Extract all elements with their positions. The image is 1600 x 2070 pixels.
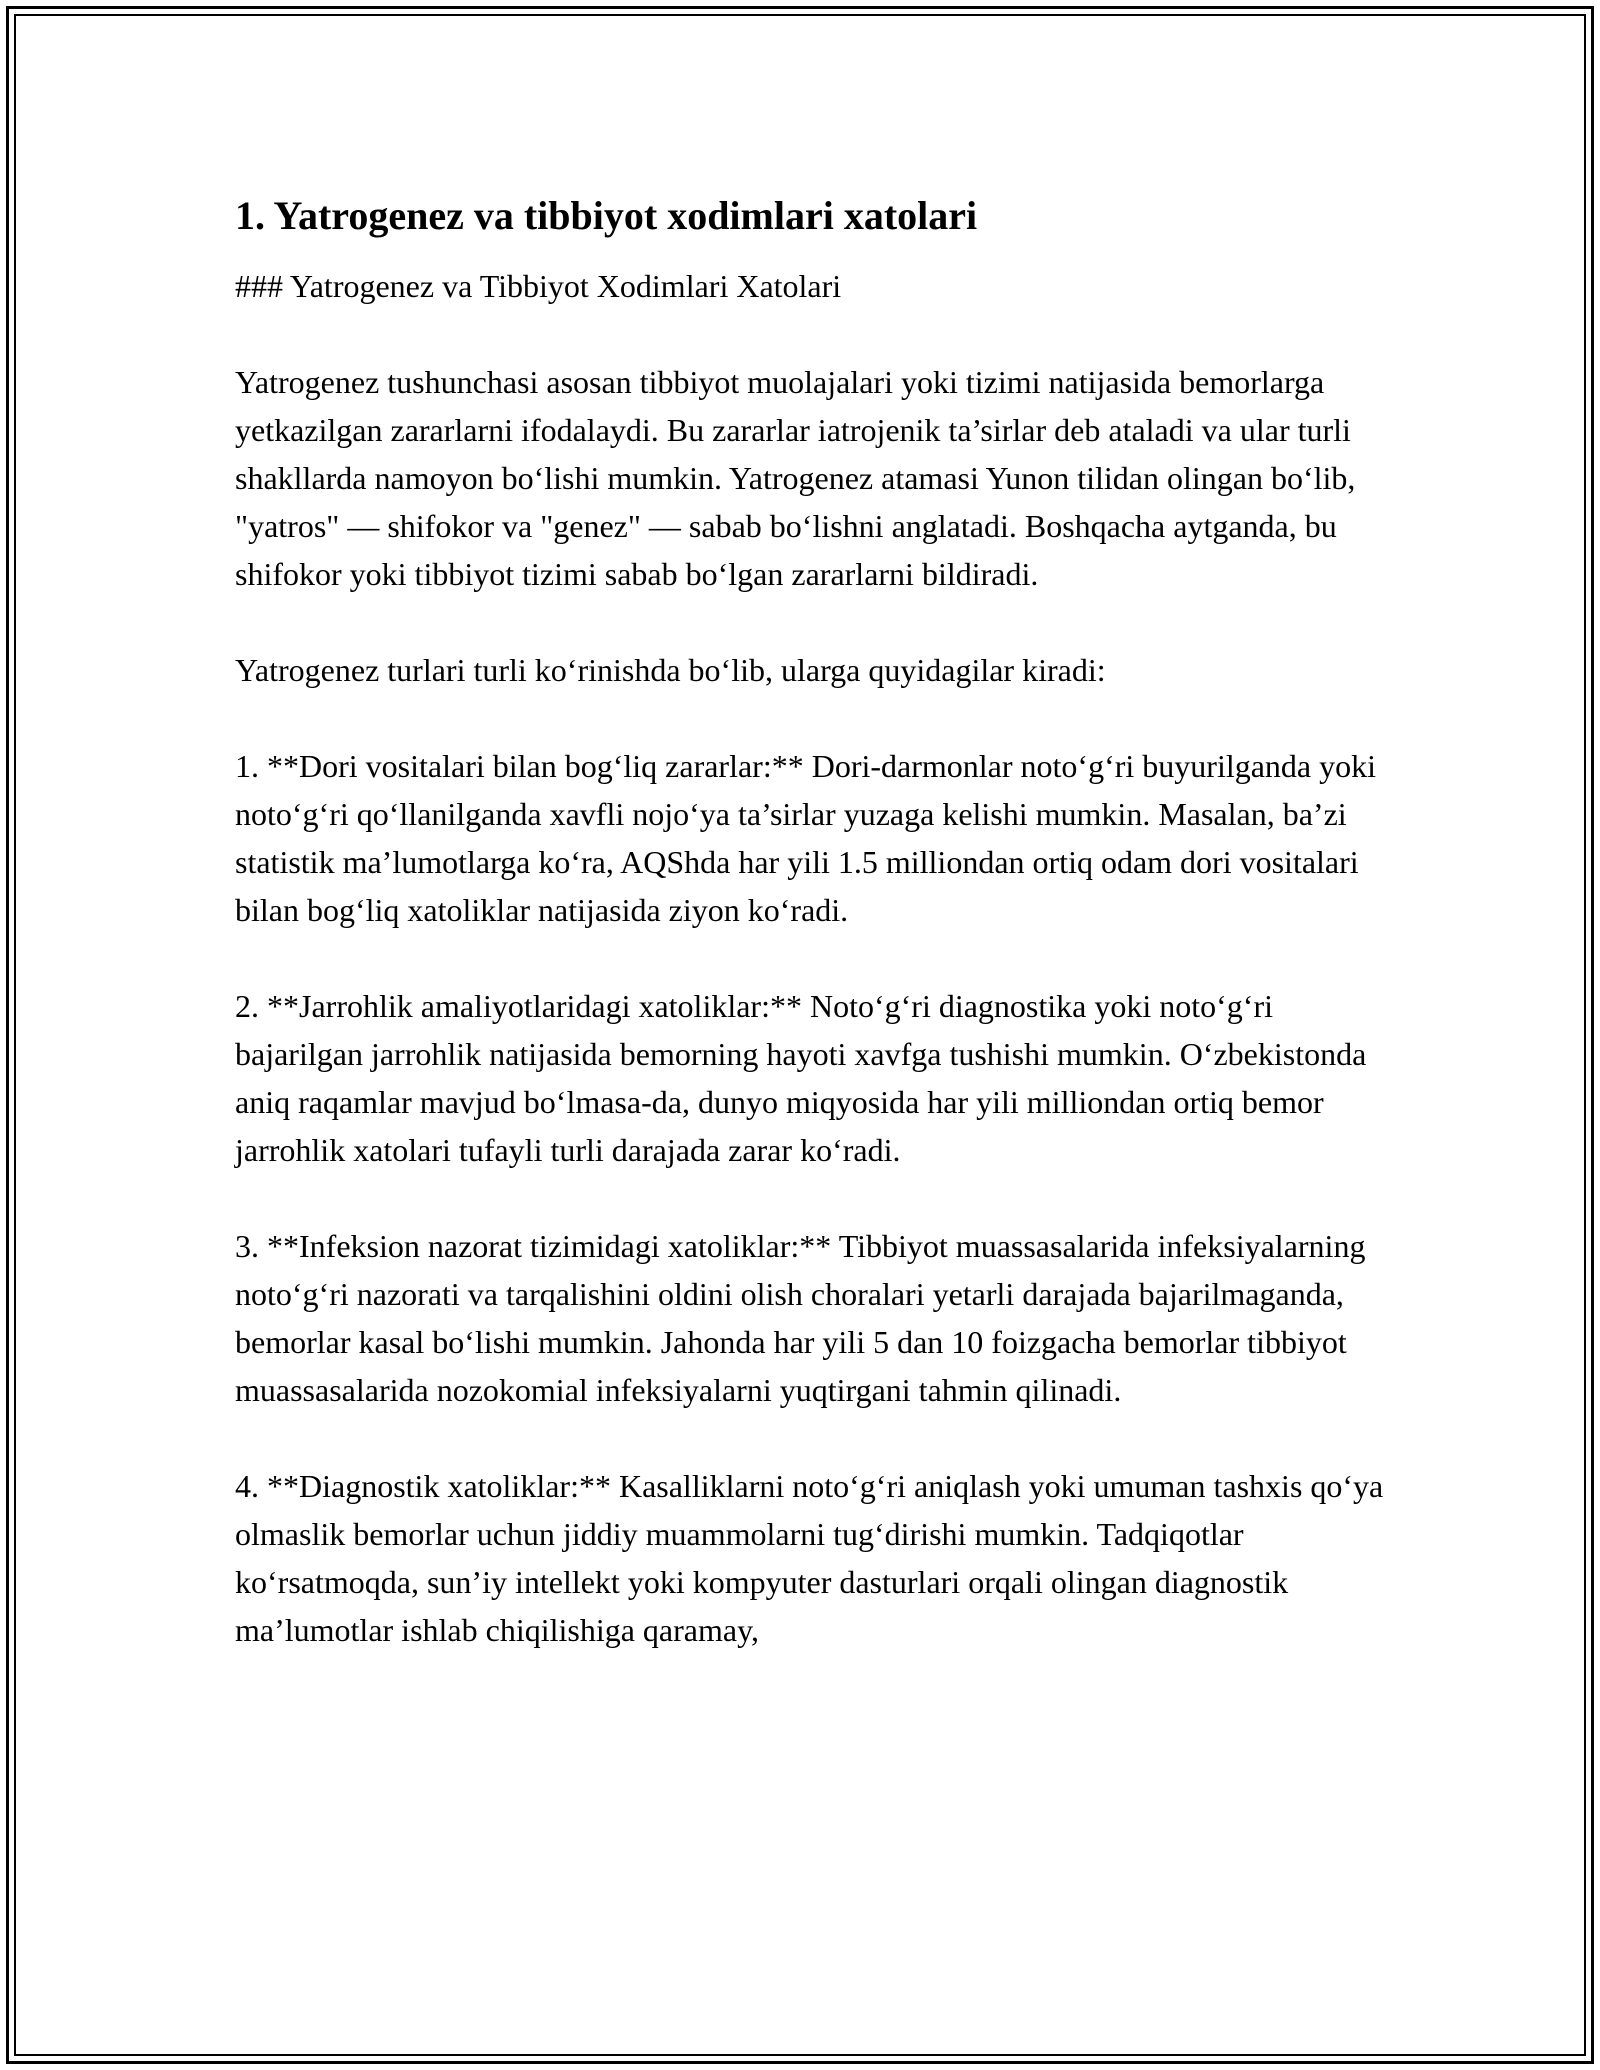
paragraph-item-4: 4. **Diagnostik xatoliklar:** Kasalliklarni noto‘g‘ri aniqlash yoki umuman tashxis qo‘ya olmaslik bemorlar uchun jiddiy muammolarni tug‘dirishi mumkin. Tadqiqotlar ko‘rsatmoqda, sun’iy intellekt yoki kompyuter dasturlari orqali olingan diagnostik ma’lumotlar ishlab chiqilishiga qaramay, — [235, 1468, 1384, 1648]
paragraph-intro: Yatrogenez tushunchasi asosan tibbiyot muolajalari yoki tizimi natijasida bemorlarga yetkazilgan zararlarni ifodalaydi. Bu zararlar iatrojenik ta’sirlar deb ataladi va ular turli shakllarda namoyon bo‘lishi mumkin. Yatrogenez atamasi Yunon tilidan olingan bo‘lib, "yatros" — shifokor va "genez" — sabab bo‘lishni anglatadi. Boshqacha aytganda, bu shifokor yoki tibbiyot tizimi sabab bo‘lgan zararlarni bildiradi. — [235, 364, 1356, 592]
document-heading: 1. Yatrogenez va tibbiyot xodimlari xatolari — [235, 193, 978, 238]
document-body — [235, 190, 1395, 1654]
paragraph-item-2: 2. **Jarrohlik amaliyotlaridagi xatoliklar:** Noto‘g‘ri diagnostika yoki noto‘g‘ri bajarilgan jarrohlik natijasida bemorning hayoti xavfga tushishi mumkin. O‘zbekistonda aniq raqamlar mavjud bo‘lmasa-da, dunyo miqyosida har yili milliondan ortiq bemor jarrohlik xatolari tufayli turli darajada zarar ko‘radi. — [235, 988, 1367, 1168]
paragraph-types-lead: Yatrogenez turlari turli ko‘rinishda bo‘lib, ularga quyidagilar kiradi: — [235, 652, 1106, 688]
document-subheading: ### Yatrogenez va Tibbiyot Xodimlari Xatolari — [235, 268, 842, 304]
paragraph-item-3: 3. **Infeksion nazorat tizimidagi xatoliklar:** Tibbiyot muassasalarida infeksiyalarning noto‘g‘ri nazorati va tarqalishini oldini olish choralari yetarli darajada bajarilmaganda, bemorlar kasal bo‘lishi mumkin. Jahonda har yili 5 dan 10 foizgacha bemorlar tibbiyot muassasalarida nozokomial infeksiyalarni yuqtirgani tahmin qilinadi. — [235, 1228, 1366, 1408]
paragraph-item-1: 1. **Dori vositalari bilan bog‘liq zararlar:** Dori-darmonlar noto‘g‘ri buyurilganda yoki noto‘g‘ri qo‘llanilganda xavfli nojo‘ya ta’sirlar yuzaga kelishi mumkin. Masalan, ba’zi statistik ma’lumotlarga ko‘ra, AQShda har yili 1.5 milliondan ortiq odam dori vositalari bilan bog‘liq xatoliklar natijasida ziyon ko‘radi. — [235, 748, 1377, 928]
